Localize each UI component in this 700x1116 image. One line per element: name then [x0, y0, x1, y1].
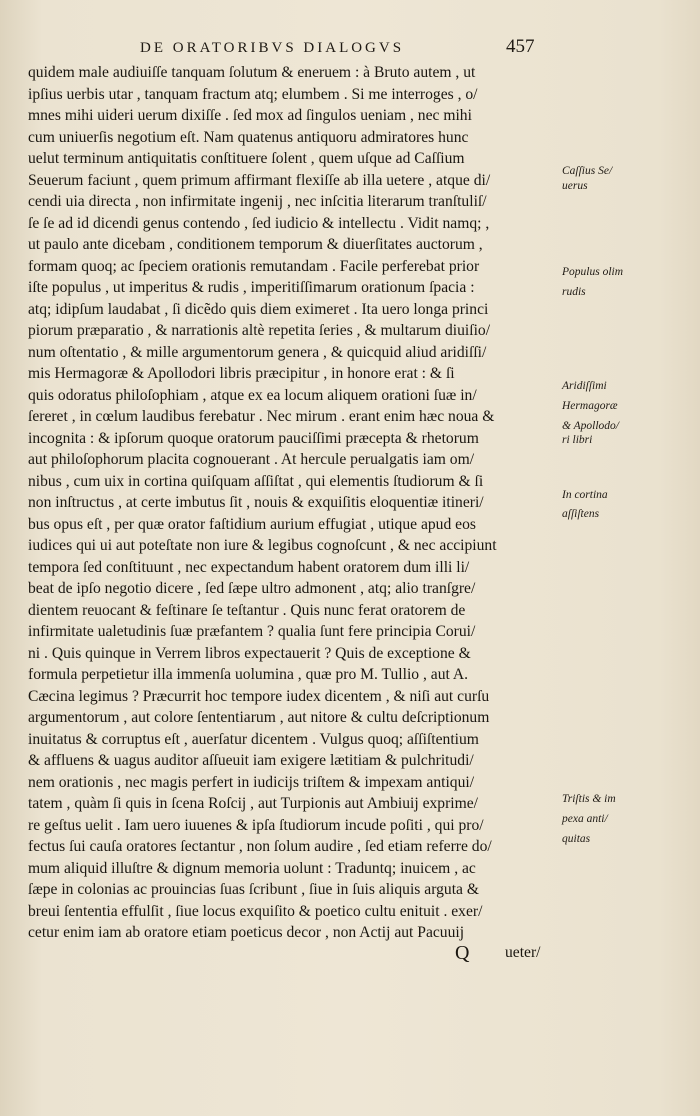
text-line: beat de ipſo negotio dicere , ſed ſæpe ultro admonent , atq; alio tranſgre/ — [28, 580, 476, 597]
text-line: mum aliquid illuſtre & dignum memoria uolunt : Traduntq; inuicem , ac — [28, 859, 476, 877]
main-text-block — [28, 62, 558, 944]
marginal-note: pexa anti/ — [562, 813, 608, 825]
text-line: iudices qui ui aut poteſtate non iure & legibus cognoſcunt , & nec accipiunt — [28, 537, 497, 554]
text-line: num oſtentatio , & mille argumentorum genera , & quicquid aliud aridiſſi/ — [28, 343, 487, 361]
text-line: ſe ſe ad id dicendi genus contendo , ſed iudicio & intellectu . Vidit namq; , — [28, 214, 490, 232]
marginal-note: & Apollodo/ — [562, 420, 619, 432]
text-line: & affluens & uagus auditor aſſueuit iam exigere lætitiam & pulchritudi/ — [28, 752, 474, 769]
text-line: quis odoratus philoſophiam , atque ex ea locum aliquem orationi ſuæ in/ — [28, 386, 477, 404]
text-line: breui ſententia effulſit , ſiue locus exquiſito & poetico cultu enituit . exer/ — [28, 902, 483, 920]
text-line: ipſius uerbis utar , tanquam fractum atq; elumbem . Si me interroges , o/ — [28, 85, 478, 103]
text-line: Seuerum faciunt , quem primum affirmant flexiſſe ab illa uetere , atque di/ — [28, 171, 491, 189]
text-line: uelut terminum antiquitatis conſtituere ſolent , quem uſque ad Caſſium — [28, 150, 465, 167]
marginal-note: ri libri — [562, 434, 593, 446]
text-line: bus opus eſt , per quæ orator faſtidium aurium effugiat , utique apud eos — [28, 515, 476, 533]
text-line: non inſtructus , at certe imbutus ſit , nouis & exquiſitis eloquentiæ itineri/ — [28, 494, 484, 511]
marginal-note: aſſiſtens — [562, 508, 600, 520]
text-line: iſte populus , ut imperitus & rudis , imperitiſſimarum orationum ſpacia : — [28, 279, 475, 296]
text-line: nibus , cum uix in cortina quiſquam aſſiſtat , qui elementis ſtudiorum & ſi — [28, 472, 484, 490]
text-line: argumentorum , aut colore ſententiarum , aut nitore & cultu deſcriptionum — [28, 709, 490, 726]
text-line: cetur enim iam ab oratore etiam poeticus decor , non Actij aut Pacuuij — [28, 924, 465, 941]
text-line: tempora ſed conſtituunt , nec expectandum habent oratorem dum illi li/ — [28, 558, 470, 576]
text-line: nem orationis , nec magis perfert in iudicijs triſtem & impexam antiqui/ — [28, 773, 475, 791]
text-line: ni . Quis quinque in Verrem libros expectauerit ? Quis de exceptione & — [28, 644, 471, 662]
text-line: aut philoſophorum placita cognouerant . At hercule perualgatis iam om/ — [28, 451, 475, 468]
catchword: ueter/ — [505, 944, 541, 961]
text-line: quidem male audiuiſſe tanquam ſolutum & eneruem : à Bruto autem , ut — [28, 64, 476, 81]
text-line: Cæcina legimus ? Præcurrit hoc tempore iudex dicentem , & niſi aut curſu — [28, 687, 490, 705]
marginal-note: quitas — [562, 833, 591, 845]
signature-mark: Q — [455, 942, 470, 964]
text-line: fectus ſui cauſa oratores ſectantur , non ſolum audire , ſed etiam referre do/ — [28, 838, 492, 855]
running-header — [140, 38, 540, 62]
text-line: tatem , quàm ſi quis in ſcena Roſcij , aut Turpionis aut Ambiuij exprime/ — [28, 795, 479, 812]
page-number: 457 — [506, 36, 535, 57]
marginal-note: Hermagoræ — [562, 400, 618, 412]
text-line: re geſtus uelit . Iam uero iuuenes & ipſa ſtudiorum incude poſiti , qui pro/ — [28, 816, 484, 834]
marginal-note: Populus olim — [562, 266, 624, 278]
text-line: inuitatus & corruptus eſt , auerſatur dicentem . Vulgus quoq; aſſiſtentium — [28, 730, 479, 748]
text-line: cendi uia directa , non infirmitate ingenij , nec inſcitia literarum tranſtuliſ/ — [28, 193, 487, 210]
marginal-note: Aridiſſimi — [562, 380, 607, 392]
marginal-note: rudis — [562, 286, 586, 298]
text-line: mnes mihi uideri uerum dixiſſe . ſed mox ad ſingulos ueniam , nec mihi — [28, 107, 472, 124]
marginal-note: Triſtis & im — [562, 793, 616, 805]
text-line: piorum præparatio , & narrationis altè repetita ſeries , & multarum diuiſio/ — [28, 322, 491, 339]
text-line: ſereret , in cœlum laudibus ferebatur . Nec mirum . erant enim hæc noua & — [28, 408, 495, 425]
marginal-note: In cortina — [562, 489, 608, 501]
text-line: incognita : & ipſorum quoque oratorum pauciſſimi præcepta & rhetorum — [28, 429, 479, 447]
marginal-note: uerus — [562, 180, 588, 192]
marginal-note: Caſſius Se/ — [562, 165, 613, 177]
text-line: formula perpetietur illa immenſa uolumina , quæ pro M. Tullio , aut A. — [28, 666, 469, 683]
text-line: atq; idipſum laudabat , ſi dicẽdo quis diem eximeret . Ita uero longa princi — [28, 300, 489, 318]
text-line: ſæpe in colonias ac prouincias ſuas ſcribunt , ſiue in ſuis aliquis arguta & — [28, 881, 479, 898]
text-line: dientem reuocant & feſtinare ſe teſtantur . Quis nunc ferat oratorem de — [28, 601, 466, 619]
text-line: ut paulo ante dicebam , conditionem temporum & diuerſitates auctorum , — [28, 236, 483, 253]
running-title: DE ORATORIBVS DIALOGVS — [140, 40, 405, 56]
text-line: infirmitate ualetudinis ſuæ præfantem ? qualia ſunt fere principia Corui/ — [28, 623, 476, 640]
text-line: mis Hermagoræ & Apollodori libris præcipitur , in honore erat : & ſi — [28, 365, 455, 382]
text-line: formam quoq; ac ſpeciem orationis remutandam . Facile perferebat prior — [28, 257, 480, 275]
text-line: cum uniuerſis negotium eſt. Nam quatenus antiquoru admiratores hunc — [28, 128, 469, 146]
